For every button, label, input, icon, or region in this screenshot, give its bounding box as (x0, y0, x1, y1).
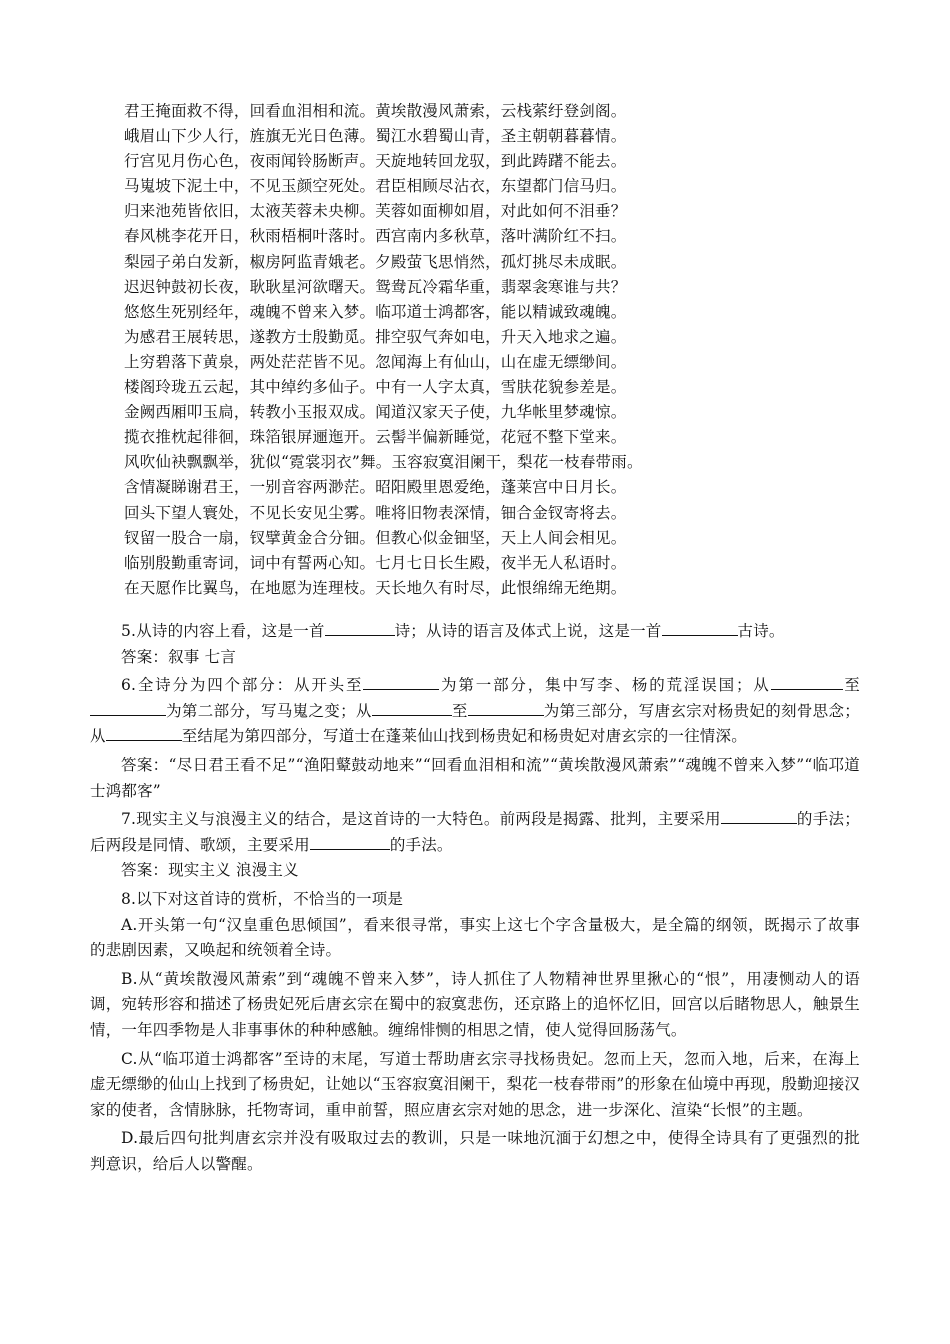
answer-blank (363, 673, 439, 690)
poem-line: 悠悠生死别经年，魂魄不曾来入梦。临邛道士鸿都客，能以精诚致魂魄。 (124, 302, 627, 321)
poem-line: 为感君王展转思，遂教方士殷勤觅。排空驭气奔如电，升天入地求之遍。 (124, 327, 627, 346)
poem-line: 钗留一股合一扇，钗擘黄金合分钿。但教心似金钿坚，天上人间会相见。 (124, 528, 627, 547)
option-a: A.开头第一句“汉皇重色思倾国”，看来很寻常，事实上这七个字含量极大，是全篇的纲领，既揭示了故事的悲剧因素，又唤起和统领着全诗。 (90, 915, 860, 960)
poem-line: 迟迟钟鼓初长夜，耿耿星河欲曙天。鸳鸯瓦冷霜华重，翡翠衾寒谁与共？ (124, 277, 627, 296)
poem-line: 含情凝睇谢君王，一别音容两渺茫。昭阳殿里恩爱绝，蓬莱宫中日月长。 (124, 478, 627, 497)
option-b: B.从“黄埃散漫风萧索”到“魂魄不曾来入梦”，诗人抓住了人物精神世界里揪心的“恨”，用凄恻动人的语调，宛转形容和描述了杨贵妃死后唐玄宗在蜀中的寂寞悲伤，还京路上的追怀忆旧，回宫以后睹物思人，触景生情，一年四季物是人非事事休的种种感触。缠绵悱恻的相思之情，使人觉得回肠荡气。 (90, 969, 860, 1039)
answer-blank (90, 699, 166, 716)
questions-block (90, 619, 860, 1177)
answer-7: 答案：现实主义 浪漫主义 (121, 861, 299, 880)
option-c: C.从“临邛道士鸿都客”至诗的末尾，写道士帮助唐玄宗寻找杨贵妃。忽而上天，忽而入地，后来，在海上虚无缥缈的仙山上找到了杨贵妃，让她以“玉容寂寞泪阑干，梨花一枝春带雨”的形象在仙境中再现，殷勤迎接汉家的使者，含情脉脉，托物寄词，重申前誓，照应唐玄宗对她的思念，进一步深化、渲染“长恨”的主题。 (90, 1049, 860, 1119)
answer-blank (310, 833, 390, 850)
poem-line: 揽衣推枕起徘徊，珠箔银屏逦迤开。云髻半偏新睡觉，花冠不整下堂来。 (124, 428, 627, 447)
answer-5: 答案：叙事 七言 (121, 647, 237, 666)
poem-line: 楼阁玲珑五云起，其中绰约多仙子。中有一人字太真，雪肤花貌参差是。 (124, 378, 627, 397)
question-8-stem: 8.以下对这首诗的赏析，不恰当的一项是 (121, 889, 404, 908)
poem-line: 马嵬坡下泥土中，不见玉颜空死处。君臣相顾尽沾衣，东望都门信马归。 (124, 177, 627, 196)
poem-line: 峨眉山下少人行，旌旗无光日色薄。蜀江水碧蜀山青，圣主朝朝暮暮情。 (124, 127, 627, 146)
poem-line: 在天愿作比翼鸟，在地愿为连理枝。天长地久有时尽，此恨绵绵无绝期。 (124, 578, 627, 597)
answer-blank (106, 724, 182, 741)
poem-line: 归来池苑皆依旧，太液芙蓉未央柳。芙蓉如面柳如眉，对此如何不泪垂？ (124, 202, 627, 221)
option-d: D.最后四句批判唐玄宗并没有吸取过去的教训，只是一味地沉湎于幻想之中，使得全诗具有了更强烈的批判意识，给后人以警醒。 (90, 1129, 860, 1173)
question-6: 6.全诗分为四个部分：从开头至 为第一部分，集中写李、杨的荒淫误国；从 至为第二部分，写马嵬之变；从 至 为第三部分，写唐玄宗对杨贵妃的刻骨思念；从 至结尾为第四部分，写道士在蓬莱仙山找到杨贵妃和杨贵妃对唐玄宗的一往情深。 (90, 673, 860, 750)
poem-line: 风吹仙袂飘飘举，犹似“霓裳羽衣”舞。玉容寂寞泪阑干，梨花一枝春带雨。 (124, 453, 643, 472)
poem-line: 君王掩面救不得，回看血泪相和流。黄埃散漫风萧索，云栈萦纡登剑阁。 (124, 102, 627, 120)
answer-6: 答案：“尽日君王看不足”“渔阳鼙鼓动地来”“回看血泪相和流”“黄埃散漫风萧索”“魂魄不曾来入梦”“临邛道士鸿都客” (90, 755, 860, 800)
answer-blank (468, 699, 544, 716)
poem-line: 金阙西厢叩玉扃，转教小玉报双成。闻道汉家天子使，九华帐里梦魂惊。 (124, 403, 627, 422)
answer-blank (372, 699, 452, 716)
answer-blank (771, 673, 843, 690)
poem-block (124, 99, 844, 601)
poem-line: 行宫见月伤心色，夜雨闻铃肠断声。天旋地转回龙驭，到此踌躇不能去。 (124, 152, 627, 171)
question-5: 5.从诗的内容上看，这是一首 诗；从诗的语言及体式上说，这是一首 古诗。 (90, 619, 860, 645)
poem-line: 回头下望人寰处，不见长安见尘雾。唯将旧物表深情，钿合金钗寄将去。 (124, 503, 627, 522)
poem-line: 临别殷勤重寄词，词中有誓两心知。七月七日长生殿，夜半无人私语时。 (124, 553, 627, 572)
answer-blank (721, 807, 797, 824)
question-7: 7.现实主义与浪漫主义的结合，是这首诗的一大特色。前两段是揭露、批判，主要采用 的手法；后两段是同情、歌颂，主要采用 的手法。 (90, 807, 860, 858)
answer-blank (662, 619, 738, 636)
poem-line: 春风桃李花开日，秋雨梧桐叶落时。西宫南内多秋草，落叶满阶红不扫。 (124, 227, 627, 246)
answer-blank (325, 619, 395, 636)
poem-line: 梨园子弟白发新，椒房阿监青娥老。夕殿萤飞思悄然，孤灯挑尽未成眠。 (124, 252, 627, 271)
poem-line: 上穷碧落下黄泉，两处茫茫皆不见。忽闻海上有仙山，山在虚无缥缈间。 (124, 352, 627, 371)
